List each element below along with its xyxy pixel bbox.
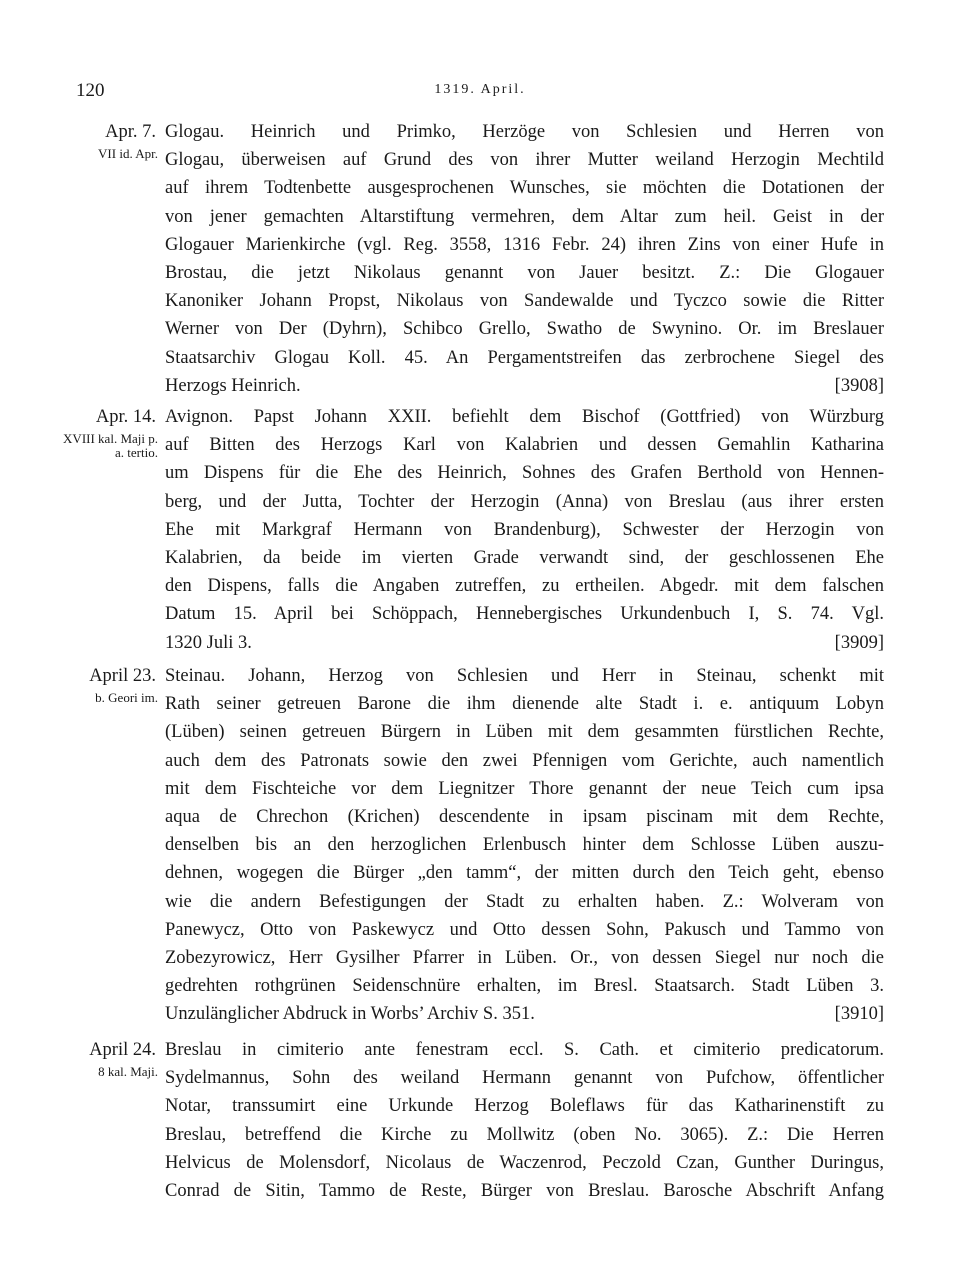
text-line: von jener gemachten Altarstiftung vermehren, dem Altar zum heil. Geist in der <box>165 206 884 227</box>
text-line: Panewycz, Otto von Paskewycz und Otto dessen Sohn, Pakusch und Tammo von <box>165 919 884 940</box>
regest-number: [3910] <box>834 1004 884 1025</box>
running-head: 1319. April. <box>434 82 526 97</box>
text-line: den Dispens, falls die Angaben zutreffen, zu ertheilen. Abgedr. mit dem falschen <box>165 576 884 597</box>
text-line: Glogauer Marienkirche (vgl. Reg. 3558, 1316 Febr. 24) ihren Zins von einer Hufe in <box>165 234 884 255</box>
entry-text <box>165 662 884 1028</box>
text-line: Avignon. Papst Johann XXII. befiehlt dem Bischof (Gottfried) von Würzburg <box>165 407 884 427</box>
text-line: Kalabrien, da beide im vierten Grade verwandt sind, der geschlossenen Ehe <box>165 547 884 568</box>
page-number: 120 <box>76 80 105 101</box>
text-line: Ehe mit Markgraf Hermann von Brandenburg), Schwester der Herzogin von <box>165 519 884 540</box>
text-line: dehnen, wogegen die Bürger „den tamm“, der mitten durch den Teich geht, ebenso <box>165 863 884 884</box>
entry-text <box>165 1036 884 1205</box>
entry-margin-note: XVIII kal. Maji p. a. tertio. <box>63 431 158 460</box>
text-line: Kanoniker Johann Propst, Nikolaus von Sandewalde und Tyczco sowie die Ritter <box>165 291 884 312</box>
entry-text <box>165 403 884 657</box>
text-line: auf ihrem Todtenbette ausgesprochenen Wunsches, sie möchten die Dotationen der <box>165 178 884 199</box>
text-line: Unzulänglicher Abdruck in Worbs’ Archiv S. 351. [3910] <box>165 1000 884 1028</box>
text-line: Zobezyrowicz, Herr Gysilher Pfarrer in Lüben. Or., von dessen Siegel nur noch die <box>165 947 884 968</box>
page-header <box>76 80 884 106</box>
entry-date: Apr. 14. <box>95 407 156 427</box>
text-line: Glogau, überweisen auf Grund des von ihrer Mutter weiland Herzogin Mechtild <box>165 150 884 171</box>
text-line: Notar, transsumirt eine Urkunde Herzog Boleflaws für das Katharinenstift zu <box>165 1096 884 1117</box>
entry-margin-note: VII id. Apr. <box>98 146 158 161</box>
text-line: Staatsarchiv Glogau Koll. 45. An Pergamentstreifen das zerbrochene Siegel des <box>165 347 884 368</box>
text-line: auch dem des Patronats sowie den zwei Pfennigen vom Gerichte, auch namentlich <box>165 750 884 771</box>
text-line: Werner von Der (Dyhrn), Schibco Grello, Swatho de Swynino. Or. im Breslauer <box>165 319 884 340</box>
text-line: Brostau, die jetzt Nikolaus genannt von Jauer besitzt. Z.: Die Glogauer <box>165 262 884 283</box>
text-line: Breslau in cimiterio ante fenestram eccl. S. Cath. et cimiterio predicatorum. <box>165 1040 884 1060</box>
text-line: Breslau, betreffend die Kirche zu Mollwitz (oben No. 3065). Z.: Die Herren <box>165 1124 884 1145</box>
text-line: Datum 15. April bei Schöppach, Hennebergisches Urkundenbuch I, S. 74. Vgl. <box>165 604 884 625</box>
text-line: Conrad de Sitin, Tammo de Reste, Bürger von Breslau. Barosche Abschrift Anfang <box>165 1180 884 1201</box>
text-line: Helvicus de Molensdorf, Nicolaus de Waczenrod, Peczold Czan, Gunther Duringus, <box>165 1152 884 1173</box>
regest-number: [3909] <box>834 632 884 653</box>
text-line: mit dem Fischteiche vor dem Liegnitzer Thore genannt der neue Teich cum ipsa <box>165 778 884 799</box>
entry-margin-note: 8 kal. Maji. <box>98 1064 158 1079</box>
text-line: gedrehten rothgrünen Seidenschnüre erhalten, im Bresl. Staatsarch. Stadt Lüben 3. <box>165 976 884 997</box>
entry-date: April 23. <box>89 666 156 686</box>
text-line: aqua de Chrechon (Krichen) descendente in ipsam piscinam mit dem Rechte, <box>165 806 884 827</box>
text-line: Steinau. Johann, Herzog von Schlesien und Herr in Steinau, schenkt mit <box>165 666 884 686</box>
regest-number: [3908] <box>834 375 884 396</box>
text-line: (Lüben) seinen getreuen Bürgern in Lüben mit dem gesammten fürstlichen Rechte, <box>165 722 884 743</box>
text-line: um Dispens für die Ehe des Heinrich, Sohnes des Grafen Berthold von Hennen- <box>165 463 884 484</box>
entry-date: April 24. <box>89 1040 156 1060</box>
text-line: denselben bis an den herzoglichen Erlenbusch hinter dem Schlosse Lüben auszu- <box>165 835 884 856</box>
entry-date: Apr. 7. <box>105 122 156 142</box>
text-line: Herzogs Heinrich. [3908] <box>165 372 884 400</box>
text-line: berg, und der Jutta, Tochter der Herzogin (Anna) von Breslau (aus ihrer ersten <box>165 491 884 512</box>
entry-margin-note: b. Geori im. <box>95 690 158 705</box>
text-line: Rath seiner getreuen Barone die ihm dienende alte Stadt i. e. antiquum Lobyn <box>165 694 884 715</box>
text-line: Sydelmannus, Sohn des weiland Hermann genannt von Pufchow, öffentlicher <box>165 1068 884 1089</box>
entry-text <box>165 118 884 400</box>
text-line: wie die andern Befestigungen der Stadt zu erhalten haben. Z.: Wolveram von <box>165 891 884 912</box>
text-line: 1320 Juli 3. [3909] <box>165 629 884 657</box>
text-line: Glogau. Heinrich und Primko, Herzöge von Schlesien und Herren von <box>165 122 884 142</box>
text-line: auf Bitten des Herzogs Karl von Kalabrien und dessen Gemahlin Katharina <box>165 435 884 456</box>
